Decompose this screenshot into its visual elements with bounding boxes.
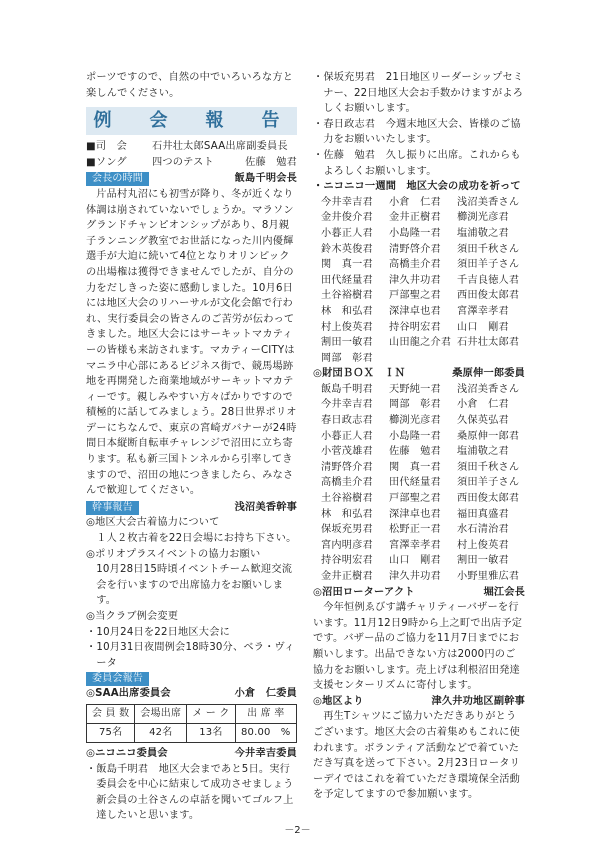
box-in-names: [313, 382, 525, 585]
box-in-name: 桑原伸一郎委員: [452, 368, 525, 380]
member-name: 津久井功君: [389, 571, 441, 582]
name-row: [321, 475, 525, 491]
name-row: [321, 242, 525, 258]
member-name: 戸部聖之君: [389, 290, 441, 302]
rotaract-name: 堀江会長: [483, 586, 525, 598]
member-name: 割田一敏君: [457, 555, 509, 567]
president-header: [86, 171, 297, 187]
member-name: 宮内明彦君: [321, 539, 373, 551]
member-name: 須田羊子さん: [457, 477, 520, 489]
secretary-item-head: ◎地区大会古着協力について: [86, 517, 220, 529]
member-name: 小暮正人君: [321, 430, 373, 442]
name-row: [321, 273, 525, 289]
member-name: 山口 剛君: [389, 555, 441, 567]
district-header: [313, 694, 525, 710]
member-name: 天野純一君: [389, 383, 441, 395]
member-name: 春日政志君: [321, 415, 373, 427]
box-in-title: ◎財団ＢＯＸ ＩＮ: [313, 368, 406, 380]
member-name: 久保英弘君: [457, 415, 509, 427]
name-row: [321, 460, 525, 476]
member-name: 持谷明宏君: [389, 321, 441, 333]
secretary-item-body: １人２枚古着を22日会場にお持ち下さい。: [96, 533, 297, 545]
secretary-item-head: ◎ポリオプラスイベントの協力お願い: [86, 548, 261, 560]
role-label: ■司 会: [86, 141, 127, 153]
member-name: 村上俊英君: [321, 321, 373, 333]
member-name: 津久井功君: [389, 274, 441, 286]
district-name: 津久井功地区副幹事: [431, 695, 525, 707]
member-name: 清野啓介君: [389, 243, 441, 255]
member-name: 宮澤幸孝君: [457, 305, 509, 317]
member-name: 浅沼美香さん: [457, 196, 520, 208]
member-name: 持谷明宏君: [321, 555, 373, 567]
secretary-items: [86, 515, 297, 624]
name-row: [321, 304, 525, 320]
name-row: [321, 335, 525, 351]
member-name: 佐藤 勉君: [389, 446, 441, 458]
member-name: 田代経量君: [389, 477, 441, 489]
member-name: 岡部 彰君: [321, 352, 373, 364]
rotaract-body: 今年恒例ゑびす講チャリティーバザーを行います。11月12日9時から上之町で出店予定です。バザー品のご協力を11月7日までにお願いします。出品できない方は2000円のご協力をお願いします。売上げは利根沼田発達支援センターリズムに寄付します。: [313, 602, 523, 692]
saa-header: [86, 686, 297, 702]
member-name: 戸部聖之君: [389, 493, 441, 505]
role-line: [86, 139, 297, 155]
member-name: 水石清治君: [457, 524, 509, 536]
member-name: 塩浦敬之君: [457, 446, 509, 458]
member-name: 小倉 仁君: [457, 399, 509, 411]
president-name: 飯島千明会長: [234, 173, 297, 185]
secretary-item-head: ◎当クラブ例会変更: [86, 611, 179, 622]
niko-bullet: ・佐藤 勉君 久し振りに出席。これからもよろしくお願いします。: [313, 149, 521, 177]
name-row: [321, 257, 525, 273]
name-row: [321, 491, 525, 507]
member-name: 金井正樹君: [389, 212, 441, 224]
left-column: [86, 70, 297, 824]
schedule-changes: [86, 625, 297, 672]
member-name: 飯島千明君: [321, 383, 373, 395]
member-name: 小島隆一君: [389, 430, 441, 442]
saa-name: 小倉 仁委員: [234, 688, 297, 700]
table-cell: 75名: [87, 723, 135, 742]
name-row: [321, 553, 525, 569]
member-name: 土谷裕樹君: [321, 493, 373, 505]
member-name: 西田俊太郎君: [457, 290, 520, 302]
niko-week-names: [313, 195, 525, 367]
name-row: [321, 507, 525, 523]
attendance-table-row: [87, 723, 297, 742]
member-name: 福田真盛君: [457, 508, 509, 520]
member-name: 桑原伸一郎君: [457, 430, 520, 442]
role-value: 四つのテスト 佐藤 勉君: [151, 156, 297, 168]
secretary-name: 浅沼美香幹事: [234, 501, 297, 513]
member-name: 高橋圭介君: [321, 477, 373, 489]
rotaract-title: ◎沼田ローターアクト: [313, 586, 415, 598]
name-row: [321, 569, 525, 585]
member-name: 千吉良徳人君: [457, 274, 520, 286]
secretary-header: [86, 500, 297, 516]
right-column: [313, 70, 525, 803]
district-body: 再生Tシャツにご協力いただきありがとうございます。地区大会の古着集めもこれに使われます。ボランティア活動などで着ていただき写真を送って下さい。2月23日ロータリーデイではこれを着ていただき環境保全活動を予定してますので参加願います。: [313, 711, 521, 801]
member-name: 山口 剛君: [457, 321, 509, 333]
name-row: [321, 210, 525, 226]
member-name: 深津卓也君: [389, 508, 441, 520]
name-row: [321, 413, 525, 429]
niko-name: 今井幸吉委員: [234, 747, 297, 759]
member-name: 山田龍之介君: [389, 337, 452, 349]
name-row: [321, 195, 525, 211]
name-row: [321, 226, 525, 242]
box-in-header: [313, 366, 525, 382]
member-name: 岡部 彰君: [389, 399, 441, 411]
member-name: 小菅茂雄君: [321, 446, 373, 458]
table-cell: 80.00 %: [235, 723, 297, 742]
intro-text: ポーツですので、自然の中でいろいろな方と楽しんでください。: [86, 72, 294, 99]
role-value: 石井壮太郎SAA出席副委員長: [152, 141, 288, 153]
member-name: 塩浦敬之君: [457, 227, 509, 239]
member-name: 深津卓也君: [389, 305, 441, 317]
table-header-cell: 会 員 数: [87, 704, 135, 723]
schedule-change: ・10月24日を22日地区大会に: [86, 626, 230, 638]
district-title: ◎地区より: [313, 695, 364, 707]
member-name: 須田千秋さん: [457, 243, 520, 255]
member-name: 西田俊太郎君: [457, 493, 520, 505]
member-name: 須田羊子さん: [457, 259, 520, 271]
president-tag: 会長の時間: [86, 172, 149, 186]
member-name: 土谷裕樹君: [321, 290, 373, 302]
name-row: [321, 382, 525, 398]
section-title: 例 会 報 告: [86, 107, 297, 135]
niko-week-title: ・ニコニコ一週間 地区大会の成功を祈って: [313, 181, 521, 193]
member-name: 清野啓介君: [321, 461, 373, 473]
member-name: 小暮正人君: [321, 227, 373, 239]
role-label: ■ソング: [86, 156, 127, 168]
member-name: 須田千秋さん: [457, 461, 520, 473]
niko-body: ・飯島千明君 地区大会まであと5日。実行委員会を中心に結束して成功させましょう新会員の土谷さんの卓話を聞いてゴルフ上達したいと思います。: [86, 763, 294, 822]
president-body: 片品村丸沼にも初雪が降り、冬が近くなり体調は崩されていないでしょうか。マラソングランドチャンピオンシップがあり、8月親子ランニング教室でお世話になった川内優輝選手が大迫に続いて4位となりオリンピックの出場権は獲得できませんでしたが、自分の力をだしきった姿に感動しました。10月6日には地区大会のリハーサルが文化会館で行われ、実行委員会の皆さんのご苦労が伝わってきました。地区大会にはサーキットマカティーの皆様も来訪されます。マカティーCITYはマニラ中心部にあるビジネス街で、競馬場跡地を再開発した商業地域がサーキットマカティーです。親しみやすい方々ばかりですので積極的に話してみましょう。28日世界ポリオデーにちなんで、東京の宮崎ガバナーが24時間日本縦断自転車チャレンジで沼田に立ち寄ります。私も新三国トンネルから引率してきますので、沼田の地につきましたら、みなさんで歓迎してください。: [86, 188, 297, 497]
secretary-tag: 幹事報告: [86, 501, 139, 515]
member-name: 小島隆一君: [389, 227, 441, 239]
committee-header: [86, 672, 297, 686]
table-header-cell: 出 席 率: [235, 704, 297, 723]
niko-bullet: ・春日政志君 今週末地区大会、皆様のご協力をお願いいたします。: [313, 118, 521, 146]
member-name: 鈴木英俊君: [321, 243, 373, 255]
schedule-change: ・10月31日夜間例会18時30分、ベラ・ヴィータ: [86, 642, 295, 669]
name-row: [321, 522, 525, 538]
name-row: [321, 320, 525, 336]
member-name: 金井正樹君: [321, 571, 373, 582]
name-row: [321, 397, 525, 413]
member-name: 小倉 仁君: [389, 196, 441, 208]
member-name: 櫛渕光彦君: [389, 415, 441, 427]
attendance-table: [86, 704, 297, 743]
table-header-cell: 会場出席: [135, 704, 187, 723]
member-name: 今井幸吉君: [321, 399, 373, 411]
niko-bullet: ・保坂充男君 21日地区リーダーシップセミナー、22日地区大会お手数かけますがよろしくお願いします。: [313, 72, 524, 115]
committee-tag: 委員会報告: [86, 672, 149, 686]
table-header-cell: メ ー ク: [187, 704, 235, 723]
member-name: 林 和弘君: [321, 305, 373, 317]
member-name: 関 真一君: [321, 259, 373, 271]
member-name: 櫛渕光彦君: [457, 212, 509, 224]
saa-title: ◎SAA出席委員会: [86, 688, 171, 700]
member-name: 村上俊英君: [457, 539, 509, 551]
name-row: [321, 429, 525, 445]
table-cell: 13名: [187, 723, 235, 742]
member-name: [457, 351, 525, 367]
member-name: 浅沼美香さん: [457, 383, 520, 395]
member-name: 宮澤幸孝君: [389, 539, 441, 551]
name-row: [321, 444, 525, 460]
secretary-item-body: 10月28日15時頃イベントチーム歓迎交流会を行いますので出席協力をお願いします。: [96, 564, 293, 607]
member-name: 田代経量君: [321, 274, 373, 286]
attendance-table-header: [87, 704, 297, 723]
member-name: 保坂充男君: [321, 524, 373, 536]
name-row: [321, 351, 525, 367]
member-name: 今井幸吉君: [321, 196, 373, 208]
member-name: 割田一敏君: [321, 337, 373, 349]
member-name: 林 和弘君: [321, 508, 373, 520]
niko-title: ◎ニコニコ委員会: [86, 747, 168, 759]
rotaract-header: [313, 585, 525, 601]
name-row: [321, 538, 525, 554]
member-name: 石井壮太郎君: [457, 337, 520, 349]
niko-bullets: [313, 70, 525, 179]
member-name: 関 真一君: [389, 461, 441, 473]
table-cell: 42名: [135, 723, 187, 742]
member-name: 松野正一君: [389, 524, 441, 536]
member-name: [389, 351, 457, 367]
roles-list: [86, 139, 297, 170]
member-name: 小野里雅広君: [457, 571, 520, 582]
niko-header: [86, 746, 297, 762]
member-name: 高橋圭介君: [389, 259, 441, 271]
role-line: [86, 155, 297, 171]
name-row: [321, 288, 525, 304]
page-number: －2－: [284, 825, 311, 836]
member-name: 金井俊介君: [321, 212, 373, 224]
